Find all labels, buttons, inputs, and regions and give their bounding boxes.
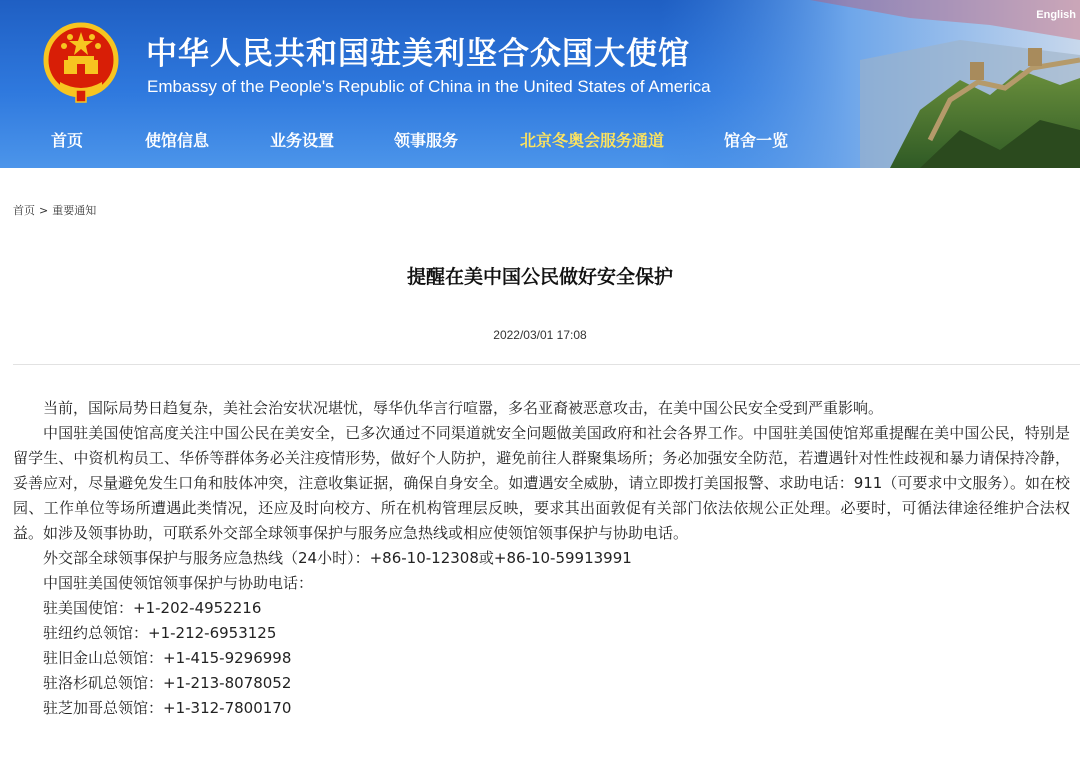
nav-item-departments[interactable]: 业务设置 — [270, 131, 335, 150]
contact-san-francisco: 驻旧金山总领馆：+1-415-9296998 — [43, 649, 292, 667]
site-title: 中华人民共和国驻美利坚合众国大使馆 — [146, 36, 690, 72]
hotline-line: 外交部全球领事保护与服务应急热线（24小时）：+86-10-12308或+86-10-59913991 — [43, 549, 632, 567]
contact-embassy: 驻美国使馆：+1-202-4952216 — [43, 599, 262, 617]
contact-chicago: 驻芝加哥总领馆：+1-312-7800170 — [43, 699, 292, 717]
national-emblem-icon — [42, 22, 120, 104]
nav-item-premises[interactable]: 馆舍一览 — [724, 131, 789, 150]
divider — [13, 364, 1080, 365]
contact-new-york: 驻纽约总领馆：+1-212-6953125 — [43, 624, 277, 642]
article-paragraph: 当前，国际局势日趋复杂，美社会治安状况堪忧，辱华仇华言行喧嚣，多名亚裔被恶意攻击，在美中国公民安全受到严重影响。 — [43, 399, 884, 417]
nav-item-home[interactable]: 首页 — [51, 131, 84, 150]
article-title: 提醒在美中国公民做好安全保护 — [406, 266, 673, 288]
nav-item-consular-services[interactable]: 领事服务 — [394, 131, 459, 150]
contact-los-angeles: 驻洛杉矶总领馆：+1-213-8078052 — [43, 674, 292, 692]
nav-item-embassy-info[interactable]: 使馆信息 — [145, 131, 210, 150]
site-subtitle: Embassy of the People's Republic of China in the United States of America — [147, 77, 711, 96]
breadcrumb-current-link[interactable]: 重要通知 — [52, 204, 97, 217]
breadcrumb — [13, 202, 96, 218]
nav-item-olympics-channel[interactable]: 北京冬奥会服务通道 — [520, 131, 665, 150]
main-nav — [0, 126, 1080, 154]
breadcrumb-home-link[interactable]: 首页 — [13, 204, 35, 217]
english-language-link[interactable]: English — [1036, 9, 1076, 21]
site-header — [0, 0, 1080, 168]
article-date: 2022/03/01 17:08 — [493, 328, 587, 342]
article-paragraph: 中国驻美国使馆高度关注中国公民在美安全，已多次通过不同渠道就安全问题做美国政府和社会各界工作。中国驻美国使馆郑重提醒在美中国公民，特别是留学生、中资机构员工、华侨等群体务必关注疫情形势，做好个人防护，避免前往人群聚集场所；务必加强安全防范，若遭遇针对性性歧视和暴力请保持冷静，妥善应对，尽量避免发生口角和肢体冲突，注意收集证据，确保自身安全。如遭遇安全威胁，请立即拨打美国报警、求助电话：911（可要求中文服务）。如在校园、工作单位等场所遭遇此类情况，还应及时向校方、所在机构管理层反映，要求其出面敦促有关部门依法依规公正处理。必要时，可循法律途径维护合法权益。如涉及领事协助，可联系外交部全球领事保护与服务应急热线或相应使领馆领事保护与协助电话。 — [13, 424, 1070, 542]
article-body — [13, 396, 1070, 721]
breadcrumb-separator: > — [39, 204, 49, 217]
contact-heading: 中国驻美国使领馆领事保护与协助电话： — [43, 574, 314, 592]
